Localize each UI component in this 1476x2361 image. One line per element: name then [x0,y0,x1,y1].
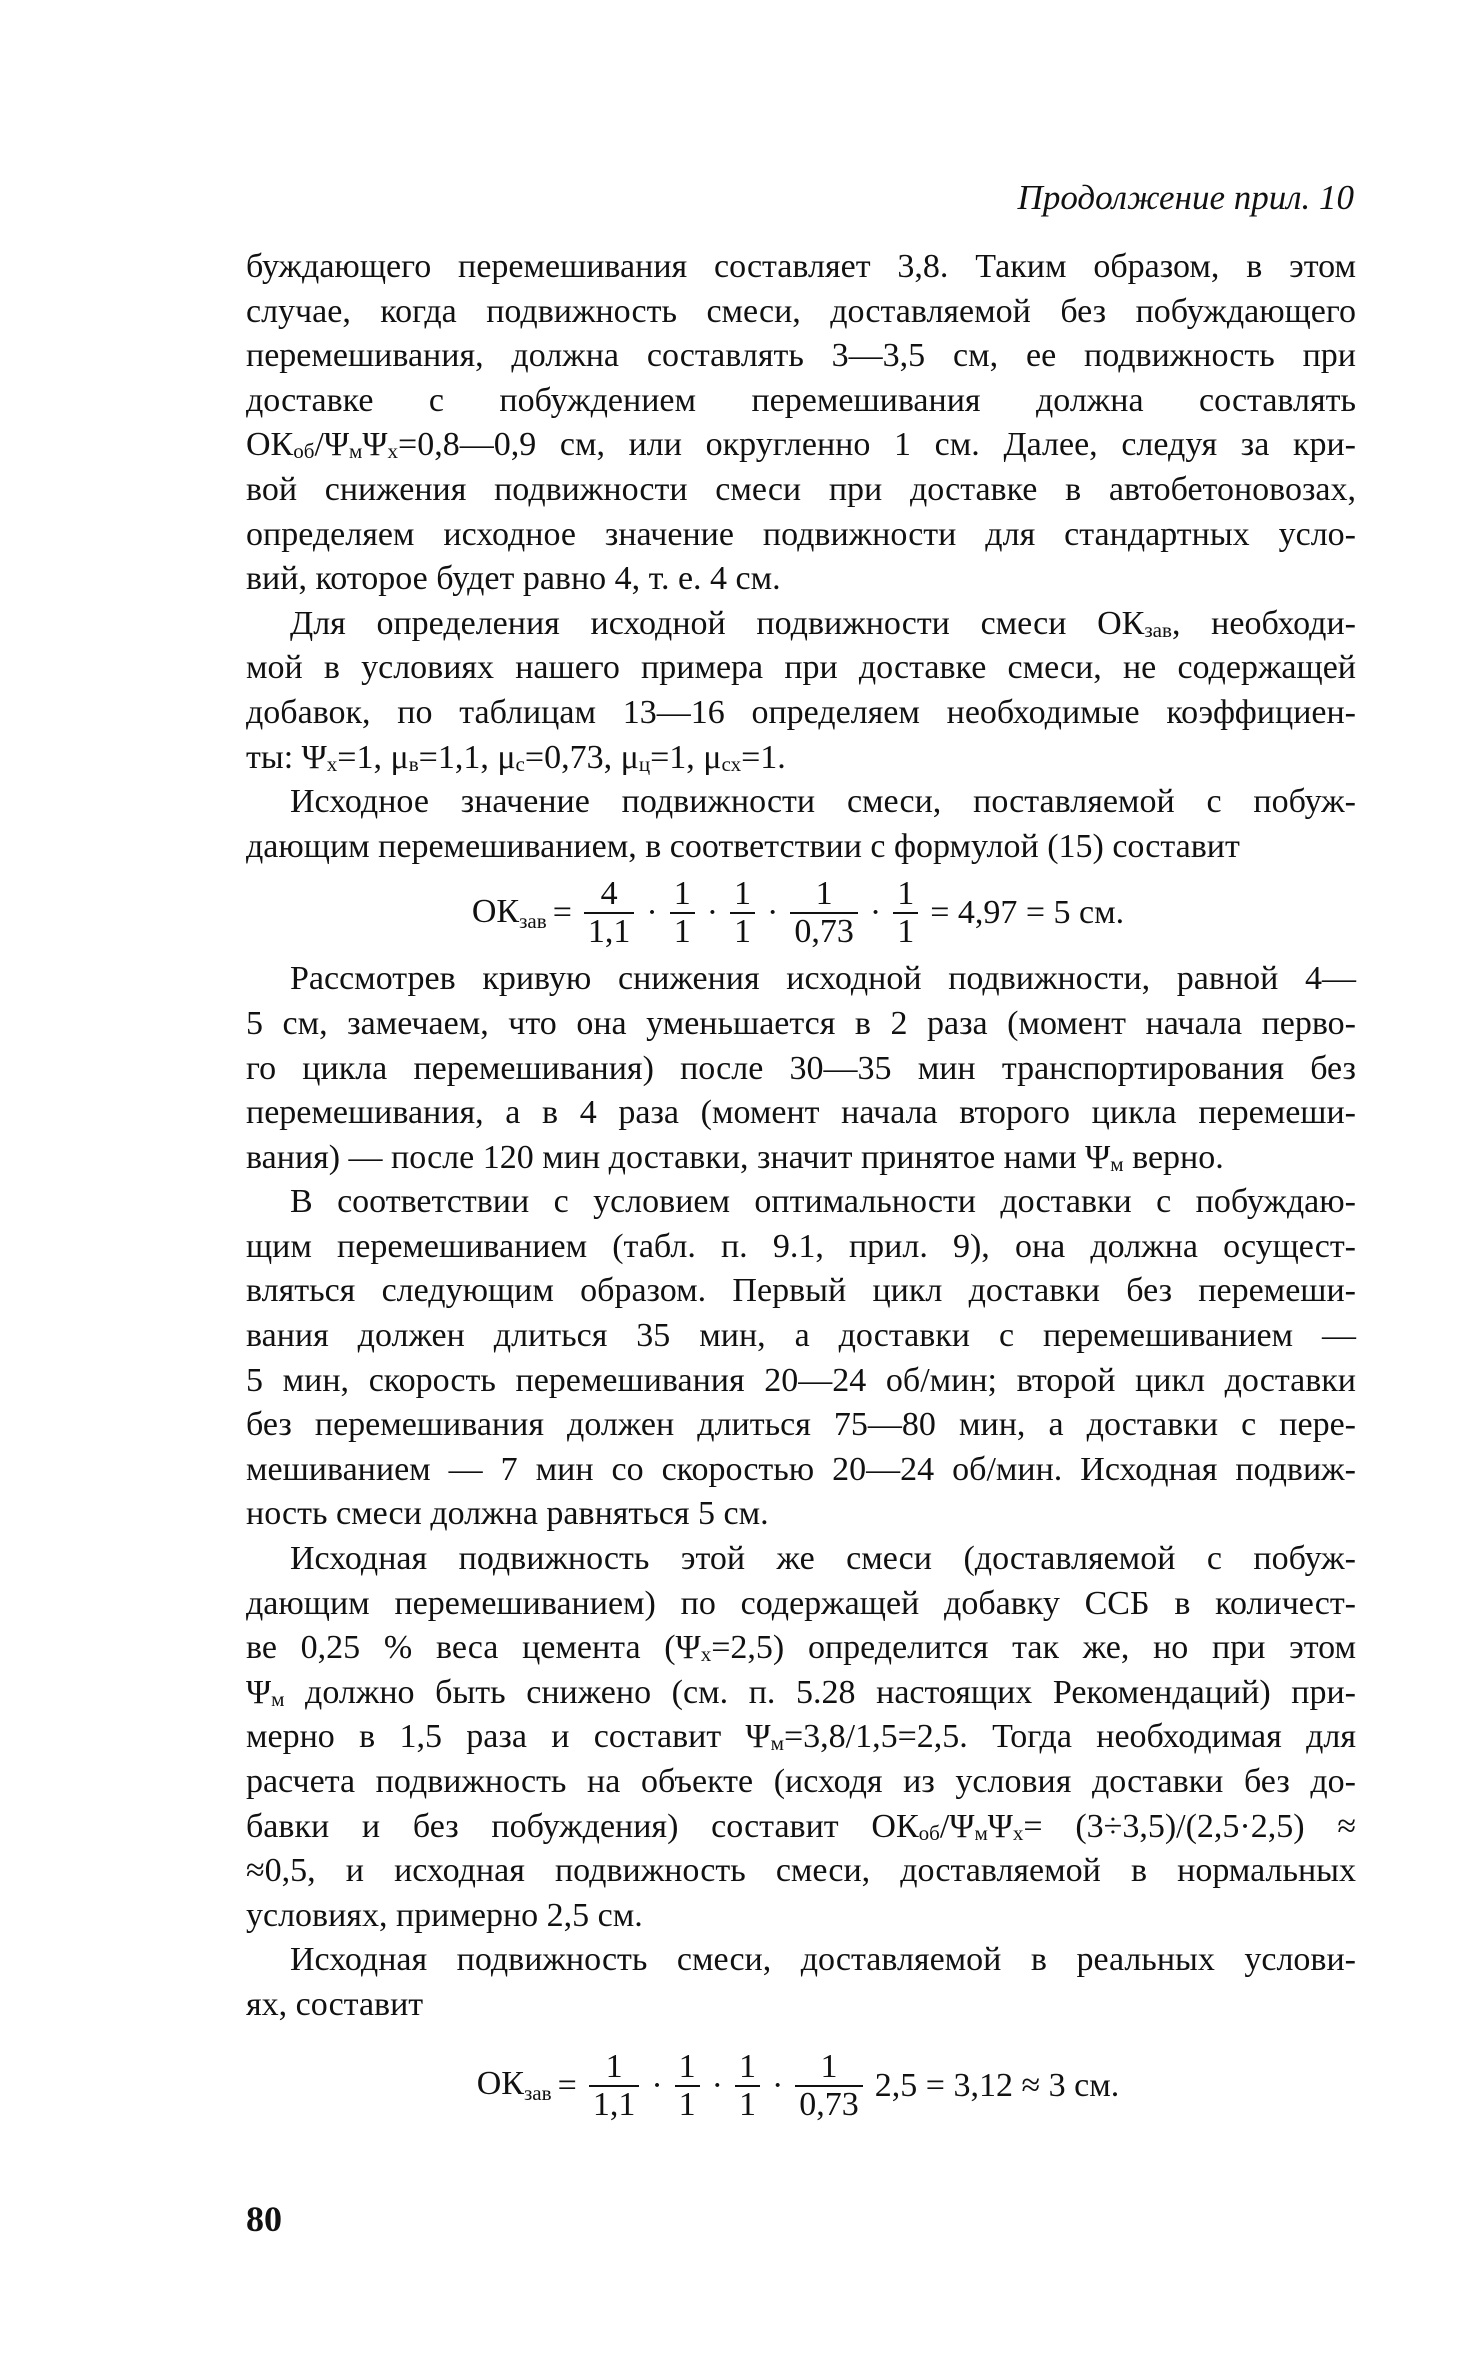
text-run: =1, μ [337,738,409,776]
text-run: Ψ [362,426,388,464]
text-line: дающим перемешиванием) по содержащей добавку ССБ в количест- [246,1584,1356,1622]
text-line [246,602,1356,647]
text-line: перемешивания, должна составлять 3—3,5 см, ее подвижность при [246,337,1356,375]
text-run: ты: Ψ [246,738,327,776]
fraction [730,876,755,950]
subscript: с [515,751,525,776]
text-run: должно быть снижено (см. п. 5.28 настоящих Рекомендаций) при- [284,1673,1356,1711]
text-line: 5 мин, скорость перемешивания 20—24 об/мин; второй цикл доставки [246,1361,1356,1399]
subscript: зав [1144,617,1172,642]
text-line: случае, когда подвижность смеси, доставляемой без побуждающего [246,292,1356,330]
text-run: Ψ [246,1673,272,1711]
text-run: =0,73, μ [524,738,639,776]
multiplication-dot: · [646,894,658,932]
text-line: ность смеси должна равняться 5 см. [246,1495,769,1533]
text-line: дающим перемешиванием, в соответствии с формулой (15) составит [246,827,1240,865]
subscript: x [1012,1820,1024,1845]
fraction [675,2049,700,2123]
page-body [246,245,1356,2136]
subscript: об [293,439,315,464]
text-run: =1. [741,738,786,776]
text-line: В соответствии с условием оптимальности доставки с побуждаю- [290,1183,1356,1221]
formula-result: 2,5 = 3,12 ≈ 3 см. [874,2066,1120,2104]
numerator: 1 [897,875,915,913]
text-run: Для определения исходной подвижности смеси ОК [290,604,1145,642]
multiplication-dot: · [711,2066,723,2104]
denominator: 1 [730,912,755,950]
text-run: = (3÷3,5)/(2,5·2,5) ≈ [1023,1807,1356,1845]
text-line: ≈0,5, и исходная подвижность смеси, доставляемой в нормальных [246,1852,1356,1890]
text-line: доставке с побуждением перемешивания должна составлять [246,381,1356,419]
text-line: без перемешивания должен длиться 75—80 мин, а доставки с пере- [246,1406,1356,1444]
text-line: перемешивания, а в 4 раза (момент начала второго цикла перемеши- [246,1094,1356,1132]
multiplication-dot: · [651,2066,663,2104]
text-run: ве 0,25 % веса цемента (Ψ [246,1629,701,1667]
denominator: 1 [893,912,918,950]
numerator: 4 [600,875,618,913]
text-run: =1,1, μ [418,738,516,776]
text-run: бавки и без побуждения) составит ОК [246,1807,919,1845]
text-line: расчета подвижность на объекте (исходя из условия доставки без до- [246,1763,1356,1800]
fraction [893,876,918,950]
paragraph-2 [246,602,1356,780]
formula-2 [246,2036,1356,2136]
paragraph-4 [246,957,1356,1180]
text-line: Исходное значение подвижности смеси, поставляемой с побуж- [290,783,1356,821]
subscript: м [974,1820,988,1845]
fraction [735,2049,760,2123]
text-line: мой в условиях нашего примера при доставке смеси, не содержащей [246,649,1356,687]
formula-lhs: $ОК_{зав}$ [471,892,547,933]
numerator: 1 [738,2047,756,2085]
denominator: 1 [735,2085,760,2123]
subscript: м [770,1731,784,1756]
multiplication-dot: · [771,2066,784,2104]
text-line: мешиванием — 7 мин со скоростью 20—24 об/мин. Исходная подвиж- [246,1450,1356,1488]
text-run: =3,8/1,5=2,5. Тогда необходимая для [783,1718,1357,1756]
subscript: м [271,1686,285,1711]
text-line: го цикла перемешивания) после 30—35 мин транспортирования без [246,1049,1356,1087]
text-run: Ψ [987,1807,1013,1845]
subscript: зав [523,2081,552,2106]
denominator: 1 [670,912,695,950]
numerator: 1 [734,875,752,913]
multiplication-dot: · [869,894,882,932]
paragraph-6 [246,1537,1356,1938]
text-line: вий, которое будет равно 4, т. е. 4 см. [246,560,781,598]
paragraph-7 [246,1938,1356,2027]
equals-sign: = [557,2066,577,2104]
numerator: 1 [673,875,691,913]
subscript: об [918,1820,940,1845]
fraction [795,2049,863,2123]
subscript: м [349,439,363,464]
text-line [246,1136,1356,1181]
numerator: 1 [678,2047,696,2085]
text-run: /Ψ [939,1807,975,1845]
text-line: Исходная подвижность этой же смеси (доставляемой с побуж- [290,1540,1356,1578]
subscript: x [700,1642,712,1667]
text-line [246,736,1356,781]
text-line: вляться следующим образом. Первый цикл доставки без перемеши- [246,1272,1356,1310]
text-line: ях, составит [246,1985,424,2023]
denominator: 1,1 [584,912,635,950]
text-line [246,1626,1356,1671]
text-line: вой снижения подвижности смеси при доставке в автобетоновозах, [246,470,1356,508]
text-run: /Ψ [314,426,350,464]
fraction [670,876,695,950]
formula-result: = 4,97 = 5 см. [930,894,1125,932]
text-line: условиях, примерно 2,5 см. [246,1896,643,1934]
text-line: Рассмотрев кривую снижения исходной подвижности, равной 4— [290,960,1356,998]
text-line: вания должен длиться 35 мин, а доставки с перемешиванием — [246,1317,1356,1355]
numerator: 1 [820,2047,838,2085]
denominator: 1 [675,2085,700,2123]
text-line: буждающего перемешивания составляет 3,8. Таким образом, в этом [246,248,1356,285]
multiplication-dot: · [767,894,779,932]
subscript: м [1110,1151,1124,1176]
paragraph-5 [246,1180,1356,1537]
text-run: =1, μ [650,738,722,776]
formula-lhs: $ОК_{зав}$ [476,2065,552,2106]
text-run: =0,8—0,9 см, или округленно 1 см. Далее, следуя за кри- [398,426,1356,464]
text-run: , необходи- [1171,604,1356,642]
text-run: вания) — после 120 мин доставки, значит принятое нами Ψ [246,1138,1111,1176]
equals-sign: = [552,894,572,932]
text-line: определяем исходное значение подвижности для стандартных усло- [246,515,1356,553]
text-run: ОК [246,426,294,464]
subscript: ц [638,751,651,776]
multiplication-dot: · [706,894,719,932]
subscript: сх [721,751,742,776]
formula-1 [246,869,1356,957]
text-run: верно. [1123,1138,1224,1176]
fraction [589,2049,640,2123]
numerator: 1 [815,875,833,913]
text-line [246,423,1356,468]
text-line: Исходная подвижность смеси, доставляемой в реальных услови- [290,1941,1356,1979]
text-run: =2,5) определится так же, но при этом [711,1629,1356,1667]
text-line [246,1805,1356,1850]
fraction [584,876,635,950]
denominator: 0,73 [790,912,858,950]
text-line: 5 см, замечаем, что она уменьшается в 2 раза (момент начала перво- [246,1004,1356,1042]
subscript: x [387,439,399,464]
text-line: щим перемешиванием (табл. п. 9.1, прил. 9), она должна осущест- [246,1227,1356,1265]
text-run: мерно в 1,5 раза и составит Ψ [246,1718,771,1756]
text-line [246,1715,1356,1760]
running-header: Продолжение прил. 10 [1017,178,1354,217]
numerator: 1 [605,2047,623,2085]
text-line: добавок, по таблицам 13—16 определяем необходимые коэффициен- [246,693,1356,731]
denominator: 0,73 [795,2085,863,2123]
paragraph-3 [246,780,1356,869]
fraction [790,876,858,950]
text-line [246,1671,1356,1716]
paragraph-1 [246,245,1356,602]
subscript: x [326,751,338,776]
denominator: 1,1 [589,2085,640,2123]
page-number: 80 [246,2199,282,2239]
subscript: зав [519,908,547,933]
subscript: в [408,751,419,776]
